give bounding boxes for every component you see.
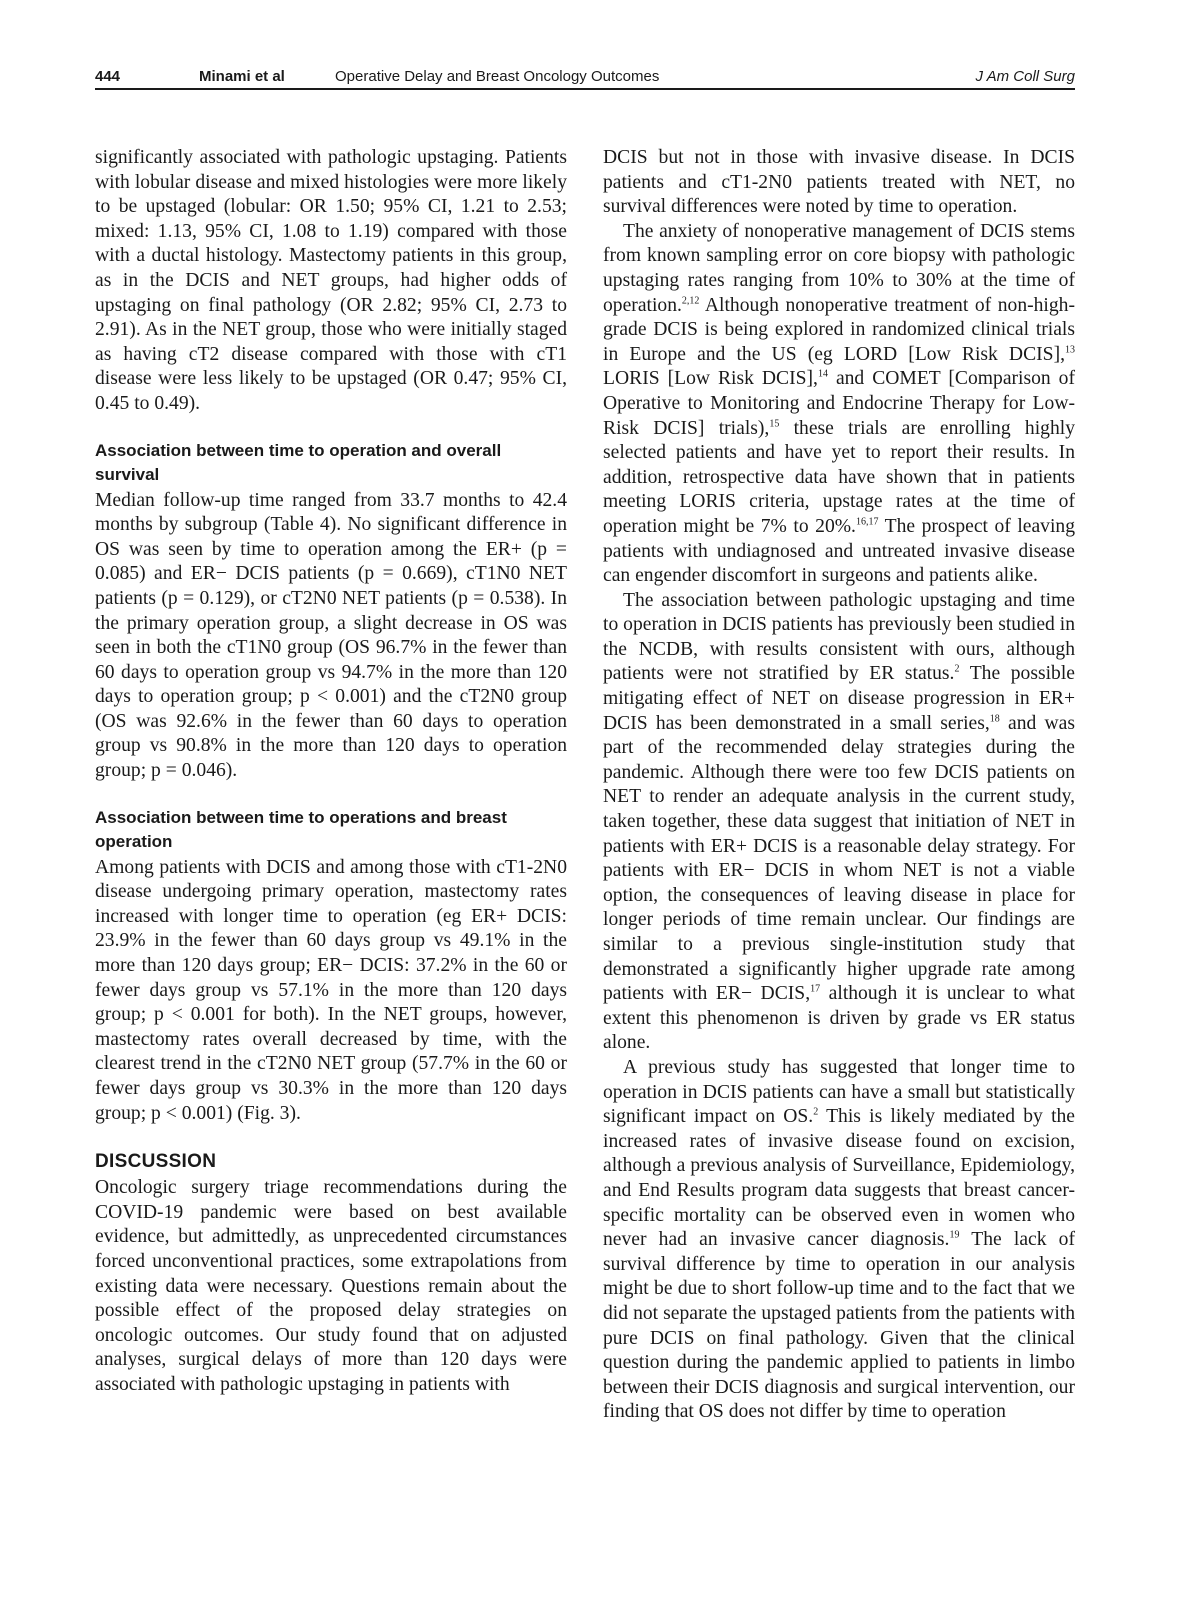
paragraph [603, 1056, 1075, 1425]
paragraph: Oncologic surgery triage recommendations during the COVID-19 pandemic were based on best available evidence, but admittedly, as unprecedented circumstances forced unconventional practices, some extrapolations from existing data were necessary. Questions remain about the possible effect of the proposed delay strategies on oncologic outcomes. Our study found that on adjusted analyses, surgical delays of more than 120 days were associated with pathologic upstaging in patients with [95, 1177, 567, 1395]
running-authors: Minami et al [199, 68, 285, 85]
citation: 15 [769, 418, 780, 429]
citation: 16,17 [855, 516, 879, 528]
section-heading: DISCUSSION [95, 1151, 217, 1173]
paragraph [603, 589, 1075, 1056]
page-number: 444 [95, 68, 121, 85]
citation: 2 [954, 663, 960, 675]
paragraph: significantly associated with pathologic upstaging. Patients with lobular disease and mixed histologies were more likely to be upstaged (lobular: OR 1.50; 95% CI, 1.21 to 2.53; mixed: 1.13, 95% CI, 1.08 to 1.19) compared with those with a ductal histology. Mastectomy patients in this group, as in the DCIS and NET groups, had higher odds of upstaging on final pathology (OR 2.82; 95% CI, 2.73 to 2.91). As in the NET group, those who were initially staged as having cT2 disease compared with those with cT1 disease were less likely to be upstaged (OR 0.47; 95% CI, 0.45 to 0.49). [95, 147, 567, 414]
text: and COMET [Comparison of Operative to Monitoring and Endocrine Therapy for Low-Risk DCIS] trials), [603, 368, 1075, 439]
text: and was part of the recommended delay strategies during the pandemic. Although there were too few DCIS patients on NET to render an adequate analysis in the current study, taken together, these data suggest that initiation of NET in patients with ER+ DCIS is a reasonable delay strategy. For patients with ER− DCIS in whom NET is not a viable option, the consequences of leaving disease in place for longer periods of time remain unclear. Our findings are similar to a previous single-institution study that demonstrated a significantly higher upgrade rate among patients with ER− DCIS, [603, 712, 1075, 1005]
right-column [603, 146, 1075, 1425]
running-header [95, 64, 1075, 90]
citation: 17 [810, 983, 821, 995]
paragraph: DCIS but not in those with invasive disease. In DCIS patients and cT1-2N0 patients treated with NET, no survival differences were noted by time to operation. [603, 147, 1075, 218]
citation: 13 [1065, 344, 1075, 356]
citation: 19 [949, 1229, 960, 1241]
subsection-heading: Association between time to operation and overall survival [95, 440, 502, 484]
text: The prospect of leaving patients with undiagnosed and untreated invasive disease can engender discomfort in surgeons and patients alike. [603, 515, 1076, 587]
citation: 14 [817, 368, 828, 380]
text: Although nonoperative treatment of non-high-grade DCIS is being explored in randomized clinical trials in Europe and the US (eg LORD [Low Risk DCIS], [603, 294, 1075, 365]
text: The anxiety of nonoperative management of DCIS stems from known sampling error on core biopsy with pathologic upstaging rates ranging from 10% to 30% at the time of operation. [603, 220, 1075, 316]
text: The possible mitigating effect of NET on disease progression in ER+ DCIS has been demonstrated in a small series, [603, 663, 1075, 734]
running-title: Operative Delay and Breast Oncology Outcomes [335, 68, 660, 85]
paragraph: Median follow-up time ranged from 33.7 months to 42.4 months by subgroup (Table 4). No significant difference in OS was seen by time to operation among the ER+ (p = 0.085) and ER− DCIS patients (p = 0.669), cT1N0 NET patients (p = 0.129), or cT2N0 NET patients (p = 0.538). In the primary operation group, a slight decrease in OS was seen in both the cT1N0 group (OS 96.7% in the fewer than 60 days to operation group vs 94.7% in the more than 120 days to operation group; p < 0.001) and the cT2N0 group (OS was 92.6% in the fewer than 60 days to operation group vs 90.8% in the more than 120 days to operation group; p = 0.046). [95, 489, 567, 782]
paragraph [603, 220, 1075, 589]
text: The association between pathologic upstaging and time to operation in DCIS patients has previously been studied in the NCDB, with results consistent with ours, although patients were not stratified by ER status. [603, 589, 1075, 685]
citation: 2,12 [681, 295, 700, 307]
text: A previous study has suggested that longer time to operation in DCIS patients can have a small but statistically significant impact on OS. [603, 1056, 1075, 1128]
citation: 2 [813, 1106, 819, 1118]
text: LORIS [Low Risk DCIS], [603, 368, 818, 390]
subsection-heading: Association between time to operations and breast operation [95, 807, 507, 851]
text: The lack of survival difference by time to operation in our analysis might be due to short follow-up time and to the fact that we did not separate the upstaged patients from the patients with pure DCIS on final pathology. Given that the clinical question during the pandemic applied to patients in limbo between their DCIS diagnosis and surgical intervention, our finding that OS does not differ by time to operation [603, 1229, 1075, 1423]
paragraph: Among patients with DCIS and among those with cT1-2N0 disease undergoing primary operation, mastectomy rates increased with longer time to operation (eg ER+ DCIS: 23.9% in the fewer than 60 days group vs 49.1% in the more than 120 days group; ER− DCIS: 37.2% in the 60 or fewer days group vs 57.1% in the more than 120 days group; p < 0.001 for both). In the NET groups, however, mastectomy rates overall decreased by time, with the clearest trend in the cT2N0 NET group (57.7% in the 60 or fewer days group vs 30.3% in the more than 120 days group; p < 0.001) (Fig. 3). [95, 856, 567, 1124]
journal-name: J Am Coll Surg [975, 68, 1075, 85]
text: these trials are enrolling highly selected patients and have yet to report their results. In addition, retrospective data have shown that in patients meeting LORIS criteria, upstage rates at the time of operation might be 7% to 20%. [603, 417, 1075, 537]
left-column [95, 146, 567, 1398]
text: This is likely mediated by the increased rates of invasive disease found on excision, although a previous analysis of Surveillance, Epidemiology, and End Results program data suggests that breast cancer-specific mortality can be observed even in women who never had an invasive cancer diagnosis. [603, 1106, 1076, 1251]
citation: 18 [989, 713, 1000, 725]
text: although it is unclear to what extent this phenomenon is driven by grade vs ER status alone. [603, 983, 1075, 1054]
